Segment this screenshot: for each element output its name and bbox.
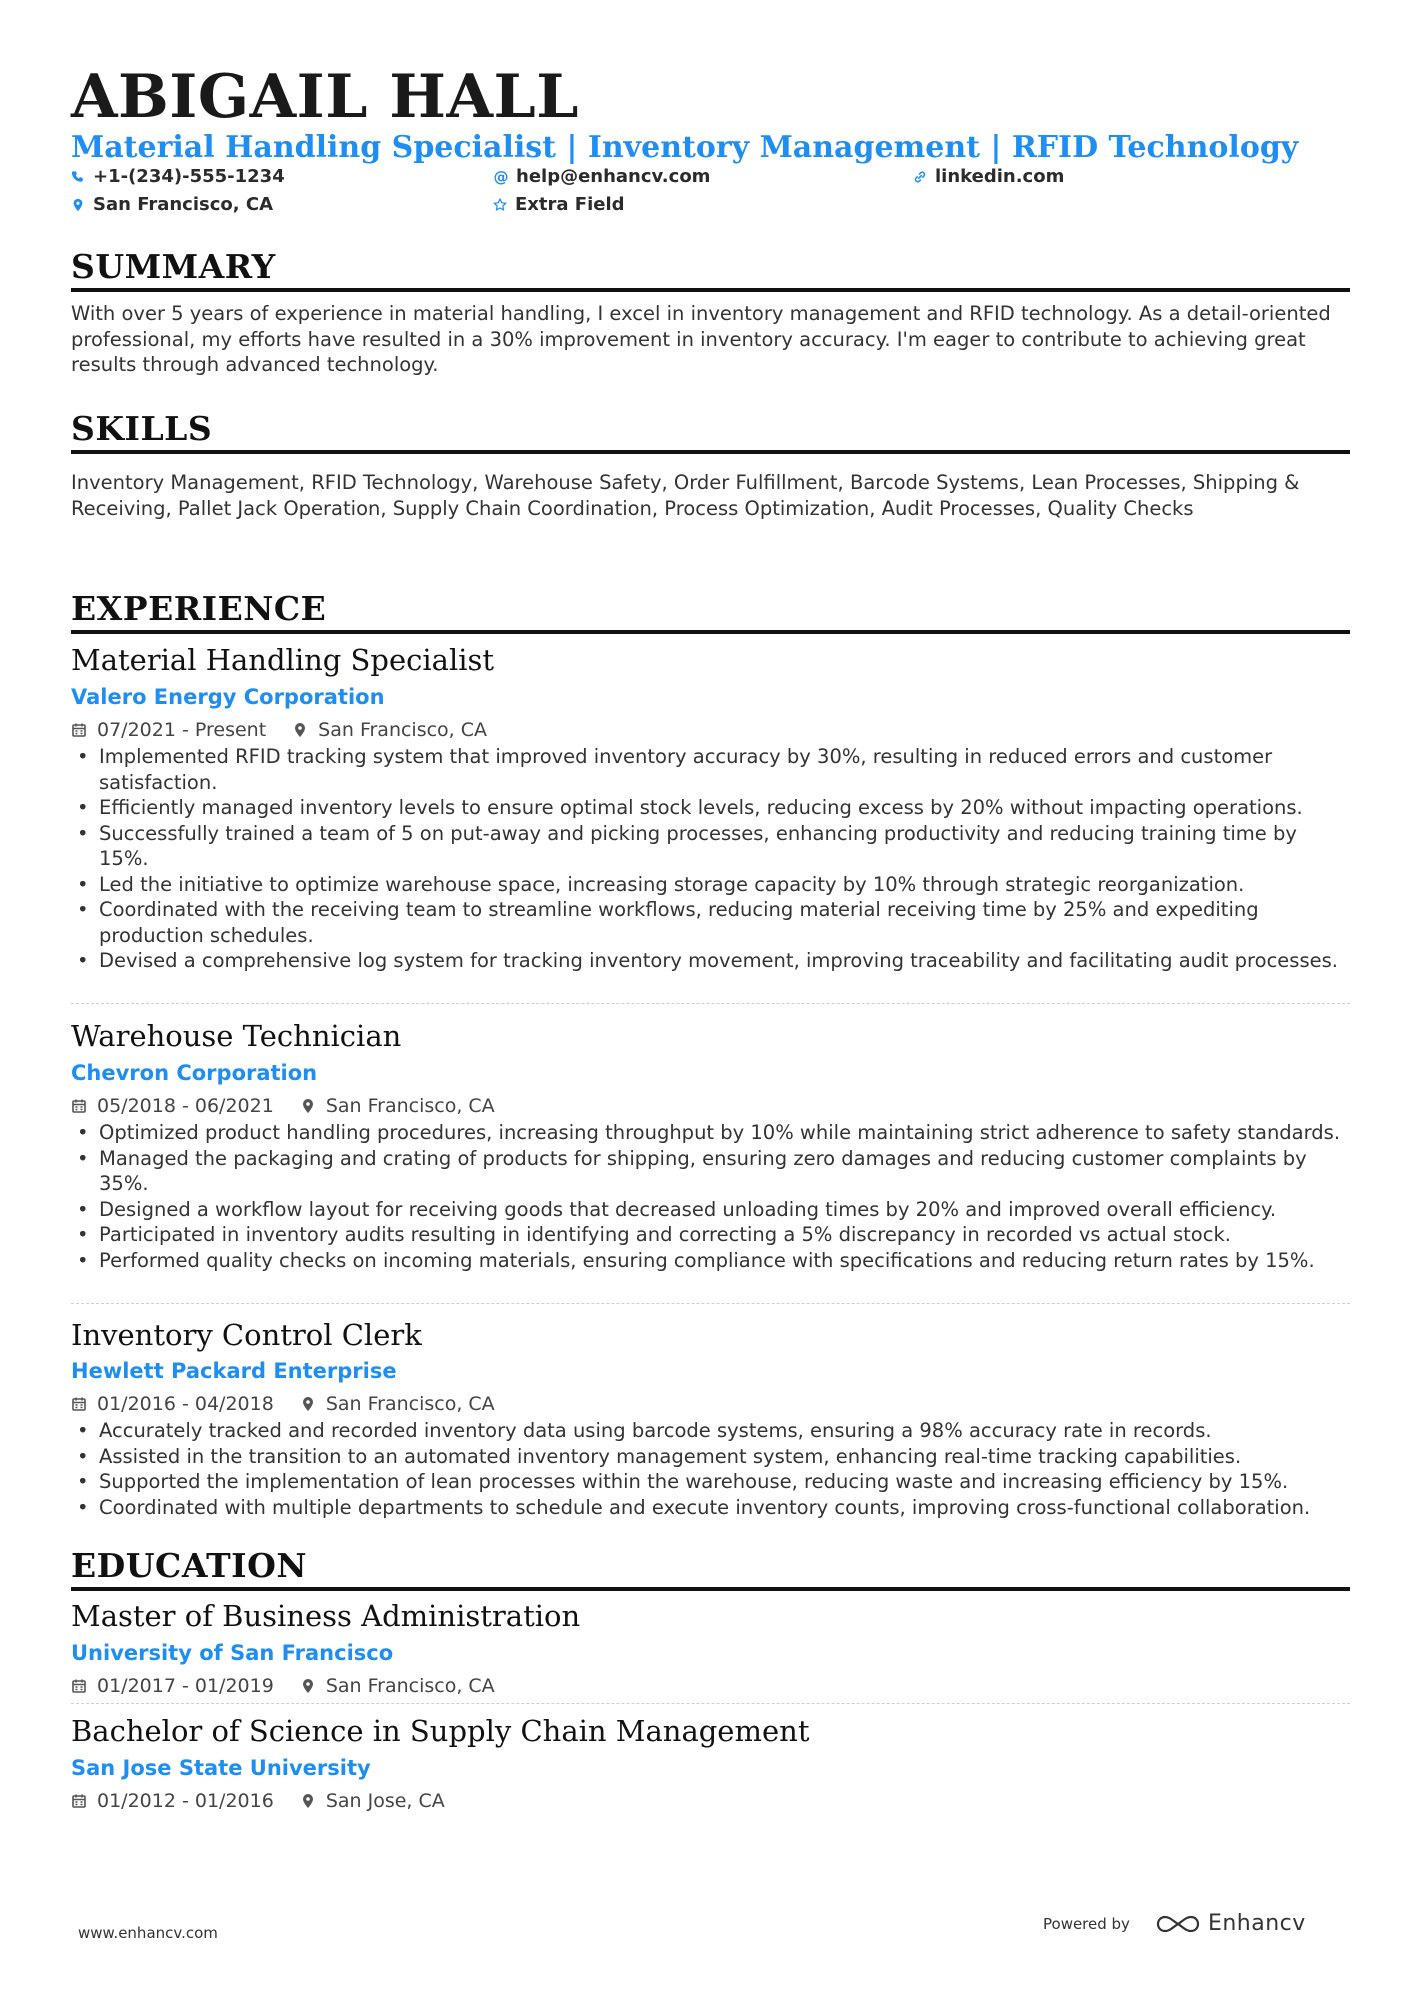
list-item: • Designed a workflow layout for receiving goods that decreased unloading times by 20% and improved overall efficiency. [71, 1197, 1350, 1223]
contact-linkedin[interactable] [913, 166, 1064, 187]
job-title: Inventory Control Clerk [71, 1318, 422, 1352]
education-rule [71, 1587, 1350, 1591]
summary-rule [71, 288, 1350, 292]
list-item: • Led the initiative to optimize warehouse space, increasing storage capacity by 10% through strategic reorganization. [71, 872, 1350, 898]
list-item: • Successfully trained a team of 5 on put-away and picking processes, enhancing productivity and reducing training time by 15%. [71, 821, 1350, 872]
education-dates: 01/2017 - 01/2019 [97, 1675, 274, 1697]
list-item: • Coordinated with the receiving team to streamline workflows, reducing material receiving time by 25% and expediting production schedules. [71, 897, 1350, 948]
enhancv-logo-icon [1154, 1912, 1202, 1936]
education-location: San Francisco, CA [325, 1675, 495, 1697]
calendar-icon [71, 1098, 87, 1114]
education-meta [71, 1788, 445, 1814]
list-item: • Performed quality checks on incoming materials, ensuring compliance with specifications and reducing return rates by 15%. [71, 1248, 1350, 1274]
calendar-icon [71, 1793, 87, 1809]
footer-powered-by[interactable] [1043, 1911, 1306, 1936]
candidate-name: ABIGAIL HALL [71, 62, 579, 132]
location-text: San Francisco, CA [93, 194, 274, 215]
calendar-icon [71, 722, 87, 738]
entry-divider [71, 1003, 1350, 1004]
star-icon [493, 198, 507, 212]
degree-title: Master of Business Administration [71, 1599, 581, 1633]
summary-text: With over 5 years of experience in material handling, I excel in inventory management and RFID technology. As a detail-oriented professional, my efforts have resulted in a 30% improvement in inventory accuracy. I'm eager to contribute to achieving great results through advanced technology. [71, 302, 1331, 376]
headline: Material Handling Specialist | Inventory Management | RFID Technology [71, 130, 1299, 165]
job-title: Warehouse Technician [71, 1019, 402, 1053]
list-item: • Implemented RFID tracking system that improved inventory accuracy by 30%, resulting in reduced errors and customer satisfaction. [71, 744, 1350, 795]
linkedin-text: linkedin.com [935, 166, 1065, 187]
contact-phone[interactable] [71, 166, 285, 187]
contact-extra [493, 194, 625, 215]
entry-divider [71, 1703, 1350, 1704]
skills-text: Inventory Management, RFID Technology, Warehouse Safety, Order Fulfillment, Barcode Systems, Lean Processes, Shipping & Receiving, Pallet Jack Operation, Supply Chain Coordination, Process Optimization, Audit Processes, Quality Checks [71, 471, 1300, 520]
skills-rule [71, 450, 1350, 454]
contact-location [71, 194, 273, 215]
school-name: San Jose State University [71, 1756, 371, 1780]
list-item: • Assisted in the transition to an automated inventory management system, enhancing real-time tracking capabilities. [71, 1444, 1350, 1470]
education-dates: 01/2012 - 01/2016 [97, 1790, 274, 1812]
job-location: San Francisco, CA [325, 1393, 495, 1415]
list-item: • Supported the implementation of lean processes within the warehouse, reducing waste and increasing efficiency by 15%. [71, 1469, 1350, 1495]
job-dates: 05/2018 - 06/2021 [97, 1095, 274, 1117]
job-dates: 01/2016 - 04/2018 [97, 1393, 274, 1415]
at-icon: @ [493, 167, 509, 186]
summary-title: SUMMARY [71, 247, 276, 286]
extra-field-text: Extra Field [515, 194, 625, 215]
job-location: San Francisco, CA [318, 719, 488, 741]
job-bullets [71, 744, 1350, 974]
enhancv-brand-text: Enhancv [1207, 1911, 1306, 1936]
contact-email[interactable] [493, 166, 710, 187]
job-meta [71, 1391, 495, 1417]
list-item: • Coordinated with multiple departments to schedule and execute inventory counts, improving cross-functional collaboration. [71, 1495, 1350, 1521]
location-pin-icon [300, 1396, 316, 1412]
calendar-icon [71, 1396, 87, 1412]
degree-title: Bachelor of Science in Supply Chain Management [71, 1714, 810, 1748]
skills-title: SKILLS [71, 409, 213, 448]
job-location: San Francisco, CA [325, 1095, 495, 1117]
location-pin-icon [300, 1098, 316, 1114]
job-title: Material Handling Specialist [71, 643, 495, 677]
phone-text: +1-(234)-555-1234 [93, 166, 285, 187]
email-text: help@enhancv.com [516, 166, 711, 187]
company-name: Valero Energy Corporation [71, 685, 385, 709]
list-item: • Efficiently managed inventory levels to ensure optimal stock levels, reducing excess by 20% without impacting operations. [71, 795, 1350, 821]
location-pin-icon [71, 198, 85, 212]
list-item: • Devised a comprehensive log system for tracking inventory movement, improving traceability and facilitating audit processes. [71, 948, 1350, 974]
education-location: San Jose, CA [325, 1790, 445, 1812]
job-meta [71, 1093, 495, 1119]
company-name: Chevron Corporation [71, 1061, 318, 1085]
location-pin-icon [300, 1793, 316, 1809]
job-meta [71, 717, 487, 743]
location-pin-icon [300, 1678, 316, 1694]
entry-divider [71, 1303, 1350, 1304]
job-bullets [71, 1418, 1350, 1520]
school-name: University of San Francisco [71, 1641, 394, 1665]
link-icon [913, 170, 927, 184]
list-item: • Managed the packaging and crating of products for shipping, ensuring zero damages and reducing customer complaints by 35%. [71, 1146, 1350, 1197]
education-title: EDUCATION [71, 1546, 308, 1585]
experience-title: EXPERIENCE [71, 589, 327, 628]
job-dates: 07/2021 - Present [97, 719, 267, 741]
phone-icon [71, 170, 85, 184]
list-item: • Participated in inventory audits resulting in identifying and correcting a 5% discrepancy in recorded vs actual stock. [71, 1222, 1350, 1248]
powered-by-label: Powered by [1043, 1914, 1130, 1933]
company-name: Hewlett Packard Enterprise [71, 1359, 397, 1383]
job-bullets [71, 1120, 1350, 1273]
list-item: • Accurately tracked and recorded inventory data using barcode systems, ensuring a 98% accuracy rate in records. [71, 1418, 1350, 1444]
calendar-icon [71, 1678, 87, 1694]
location-pin-icon [292, 722, 308, 738]
education-meta [71, 1673, 495, 1699]
list-item: • Optimized product handling procedures, increasing throughput by 10% while maintaining strict adherence to safety standards. [71, 1120, 1350, 1146]
footer-website-link[interactable]: www.enhancv.com [78, 1924, 218, 1942]
experience-rule [71, 630, 1350, 634]
